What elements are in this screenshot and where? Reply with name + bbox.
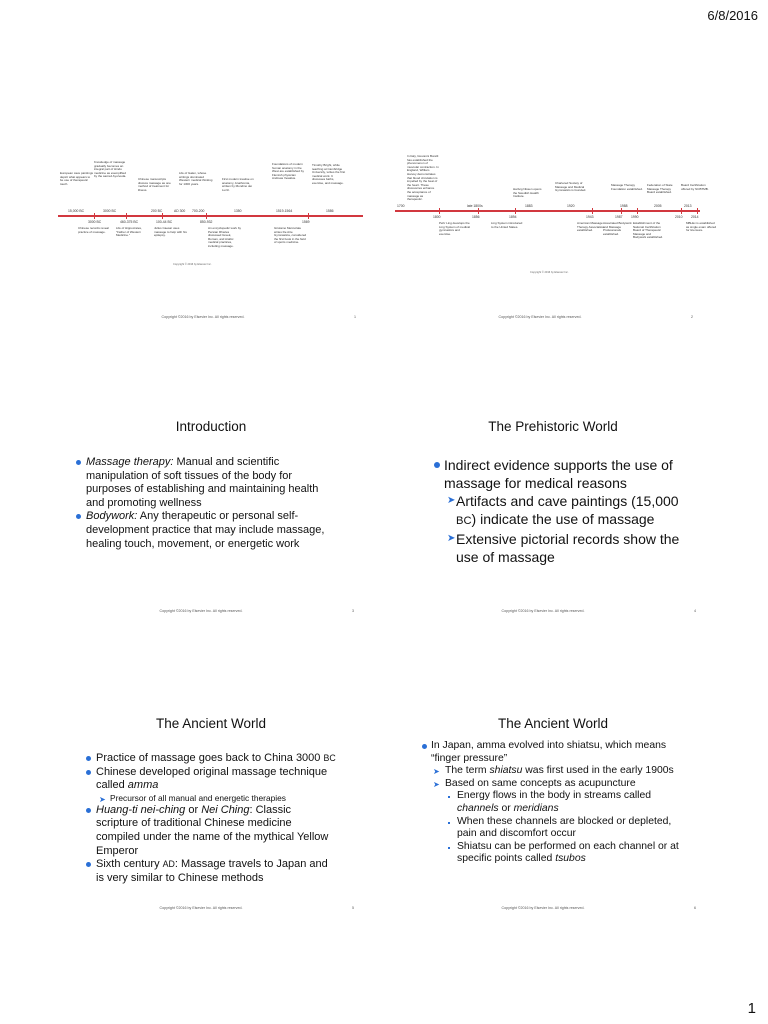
timeline-event: Chinese manuscripts discuss massage as one method of treatment for illness. [138, 177, 171, 192]
bullet-list [86, 456, 326, 551]
timeline-date: AD 300 [174, 209, 186, 213]
list-item [444, 456, 684, 492]
footer-copyright: Copyright ©2016 by Elsevier Inc. All rights reserved. [498, 315, 582, 319]
timeline-event: Life of Galen, whose writings dominated Western medical thinking for 1300 years. [179, 171, 213, 186]
footer-copyright: Copyright ©2016 by Elsevier Inc. All rights reserved. [501, 609, 585, 613]
list-item: When these channels are blocked or depleted, pain and discomfort occur [431, 816, 681, 841]
bullet-dot [86, 862, 91, 867]
list-item: Energy flows in the body in streams called channels or meridians [431, 790, 681, 815]
slide-2 [395, 125, 717, 325]
timeline-date: late 1800s [467, 204, 483, 208]
footer-copyright: Copyright ©2016 by Elsevier Inc. All rights reserved. [159, 906, 243, 910]
timeline-event: Girolamo Mercuriale writes De Arte Gymnastica, considered the first book in the field of sports medicine. [274, 226, 307, 245]
timeline-tick [126, 213, 127, 219]
timeline-event: First modern treatise on anatomy, Anathomia, written by Mondino dei Luzzi. [222, 177, 254, 192]
timeline-date: 1519-1564 [276, 209, 293, 213]
list-item: Huang-ti nei-ching or Nei Ching: Classic scripture of traditional Chinese medicine compiled under the name of the mythical Yellow Emperor [96, 804, 336, 858]
timeline-date: 700-200 [192, 209, 205, 213]
timeline-date: 1350 [234, 209, 242, 213]
definition: Manual and scientific manipulation of soft tissues of the body for purposes of establishing and maintaining health and promoting wellness [86, 456, 319, 509]
list-item: Sixth century AD: Massage travels to Japan and is very similar to Chinese methods [96, 858, 336, 885]
bullet-square [448, 847, 450, 849]
page-date: 6/8/2016 [707, 8, 758, 23]
term: Bodywork: [86, 510, 138, 523]
list-item [444, 530, 684, 566]
bullet-dot [86, 808, 91, 813]
timeline-copyright: Copyright © 2016 by Elsevier Inc. [173, 263, 212, 266]
timeline-date: 100-44 BC [156, 220, 173, 224]
timeline-date: 1943 [586, 215, 594, 219]
chevron-right-icon: ➤ [99, 794, 106, 804]
timeline-date: 1990 [631, 215, 639, 219]
bullet-text: Indirect evidence supports the use of massage for medical reasons [444, 457, 673, 491]
timeline-date: 2005 [654, 204, 662, 208]
footer-copyright: Copyright ©2016 by Elsevier Inc. All rights reserved. [161, 315, 245, 319]
list-item: In Japan, amma evolved into shiatsu, which means “finger pressure” [431, 740, 681, 765]
page-number: 1 [747, 1000, 756, 1017]
timeline-date: 850-932 [200, 220, 213, 224]
timeline-date: 1883 [525, 204, 533, 208]
timeline-tick [592, 208, 593, 214]
slide-title: Introduction [175, 419, 247, 434]
bullet-list [444, 456, 684, 566]
timeline-tick [439, 208, 440, 214]
timeline-event: In Italy, Giovanni Borelli has established the phenomenon of muscular contraction. In England, William Harvey demonstrates that blood circulation is impelled by the beat of the heart. These discoveries enhance the acceptance of massage as therapeutic. [407, 154, 439, 202]
timeline-date: 15,000 BC [68, 209, 85, 213]
list-item: Shiatsu can be performed on each channel or at specific points called tsubos [431, 841, 681, 866]
list-item: ➤ Precursor of all manual and energetic therapies [99, 792, 286, 804]
list-item [86, 456, 326, 510]
timeline-event: Timothy Bright, while teaching at Cambridge University, writes the first medical work. It discusses baths, exercise, and massage. [312, 163, 346, 185]
footer-copyright: Copyright ©2016 by Elsevier Inc. All rights reserved. [159, 609, 243, 613]
timeline-event: Associated Bodywork and Massage Professionals established. [603, 221, 632, 236]
timeline-tick [697, 208, 698, 214]
timeline-tick [206, 213, 207, 219]
timeline-event: Ling System introduced to the United States. [491, 221, 523, 229]
timeline-tick [478, 208, 479, 214]
slide-number: 4 [694, 609, 696, 613]
timeline-tick [621, 208, 622, 214]
timeline-date: 2010 [675, 215, 683, 219]
chevron-right-icon: ➤ [447, 495, 456, 506]
timeline-2 [395, 125, 717, 275]
timeline-event: Federation of State Massage Therapy Board established. [647, 183, 673, 195]
timeline-date: 1856 [472, 215, 480, 219]
timeline-tick [308, 213, 309, 219]
slide-title: The Ancient World [155, 716, 267, 731]
timeline-axis [395, 210, 700, 212]
timeline-date: 1988 [620, 204, 628, 208]
timeline-date: 2014 [691, 215, 699, 219]
slide-number: 3 [352, 609, 354, 613]
slide-1 [58, 125, 368, 325]
footer-copyright: Copyright ©2016 by Elsevier Inc. All rights reserved. [501, 906, 585, 910]
bullet-list [431, 740, 681, 866]
timeline-date: 200 BC [151, 209, 163, 213]
bullet-dot [76, 460, 81, 465]
slide-title: The Ancient World [497, 716, 609, 731]
chevron-right-icon: ➤ [433, 767, 440, 777]
timeline-1 [58, 125, 368, 275]
list-item: ➤ Based on same concepts as acupuncture [431, 778, 681, 791]
slide-4 [398, 419, 708, 619]
slide-6 [398, 716, 708, 916]
timeline-event: Julius Caesar uses massage to help with his epilepsy. [154, 226, 187, 238]
timeline-event: An encyclopedic work by Persian Rhazes discussed Greek, Roman, and Arabic medical practices, including massage. [208, 226, 242, 248]
timeline-date: 3000 BC [88, 220, 102, 224]
slide-number: 6 [694, 906, 696, 910]
timeline-tick [515, 208, 516, 214]
bullet-dot [86, 756, 91, 761]
timeline-event: Chartered Society of Massage and Medical Gymnastics is founded. [555, 181, 587, 193]
chevron-right-icon: ➤ [433, 779, 440, 789]
slide-number: 2 [691, 315, 693, 319]
slide-number: 5 [352, 906, 354, 910]
bullet-list [96, 752, 336, 885]
sub-bullet-text: Artifacts and cave paintings (15,000 BC) indicate the use of massage [456, 493, 679, 527]
timeline-date: 2013 [684, 204, 692, 208]
list-item [444, 492, 684, 530]
timeline-event: Establishment of the National Certification Board of Therapeutic Massage and Bodywork established. [633, 221, 664, 240]
definition: Any therapeutic or personal self-development practice that may include massage, healing touch, movement, or energetic work [86, 510, 325, 550]
timeline-event: MBLEx is established as single exam offered for licensure. [686, 221, 717, 233]
chevron-right-icon: ➤ [447, 533, 456, 544]
list-item: Chinese developed original massage technique called amma [96, 766, 336, 793]
timeline-event: Chinese records reveal practice of massage. [78, 226, 109, 234]
slide-title: The Prehistoric World [488, 419, 618, 434]
list-item: Practice of massage goes back to China 3000 BC [96, 752, 336, 766]
timeline-tick [94, 213, 95, 219]
timeline-event: Board Certification offered by NCBTMB. [681, 183, 709, 191]
timeline-date: 1987 [615, 215, 623, 219]
timeline-event: Pehr Ling develops the Ling System of medical gymnastics and exercise. [439, 221, 471, 236]
timeline-event: Massage Therapy Foundation established. [611, 183, 643, 191]
bullet-square [448, 822, 450, 824]
timeline-tick [681, 208, 682, 214]
timeline-date: 1700 [397, 204, 405, 208]
bullet-dot [86, 770, 91, 775]
bullet-dot [76, 514, 81, 519]
timeline-date: 1920 [567, 204, 575, 208]
timeline-tick [637, 208, 638, 214]
timeline-event: Hartvig Nissen opens the Swedish Health Institute. [513, 187, 542, 199]
bullet-dot [434, 462, 440, 468]
timeline-date: 3000 BC [103, 209, 117, 213]
timeline-date: 1569 [302, 220, 310, 224]
timeline-tick [162, 213, 163, 219]
timeline-event: Life of Hippocrates, "Father of Western Medicine." [116, 226, 142, 238]
bullet-square [448, 796, 450, 798]
timeline-copyright: Copyright © 2016 by Elsevier Inc. [530, 271, 569, 274]
timeline-date: 1586 [326, 209, 334, 213]
list-item [86, 510, 326, 551]
timeline-axis [58, 215, 363, 217]
timeline-event: Foundations of modern human anatomy in the West are established by Flemish physician Andreas Vesalius. [272, 162, 304, 181]
sub-bullet-text: Extensive pictorial records show the use of massage [456, 531, 680, 565]
timeline-event: European cave paintings depict what appears to be use of therapeutic touch. [60, 171, 94, 186]
timeline-event: American Massage Therapy Association established. [577, 221, 605, 233]
slide-5 [56, 716, 366, 916]
timeline-date: 1800 [433, 215, 441, 219]
timeline-date: 460-375 BC [120, 220, 139, 224]
slide-number: 1 [354, 315, 356, 319]
timeline-date: 1894 [509, 215, 517, 219]
list-item: ➤ The term shiatsu was first used in the early 1900s [431, 765, 681, 778]
timeline-event: Knowledge of massage gradually becomes an integral part of Hindu medicine as exemplified by the sacred Ayurveda. [94, 160, 127, 179]
slide-3 [56, 419, 366, 619]
bullet-dot [422, 744, 427, 749]
term: Massage therapy: [86, 456, 174, 468]
